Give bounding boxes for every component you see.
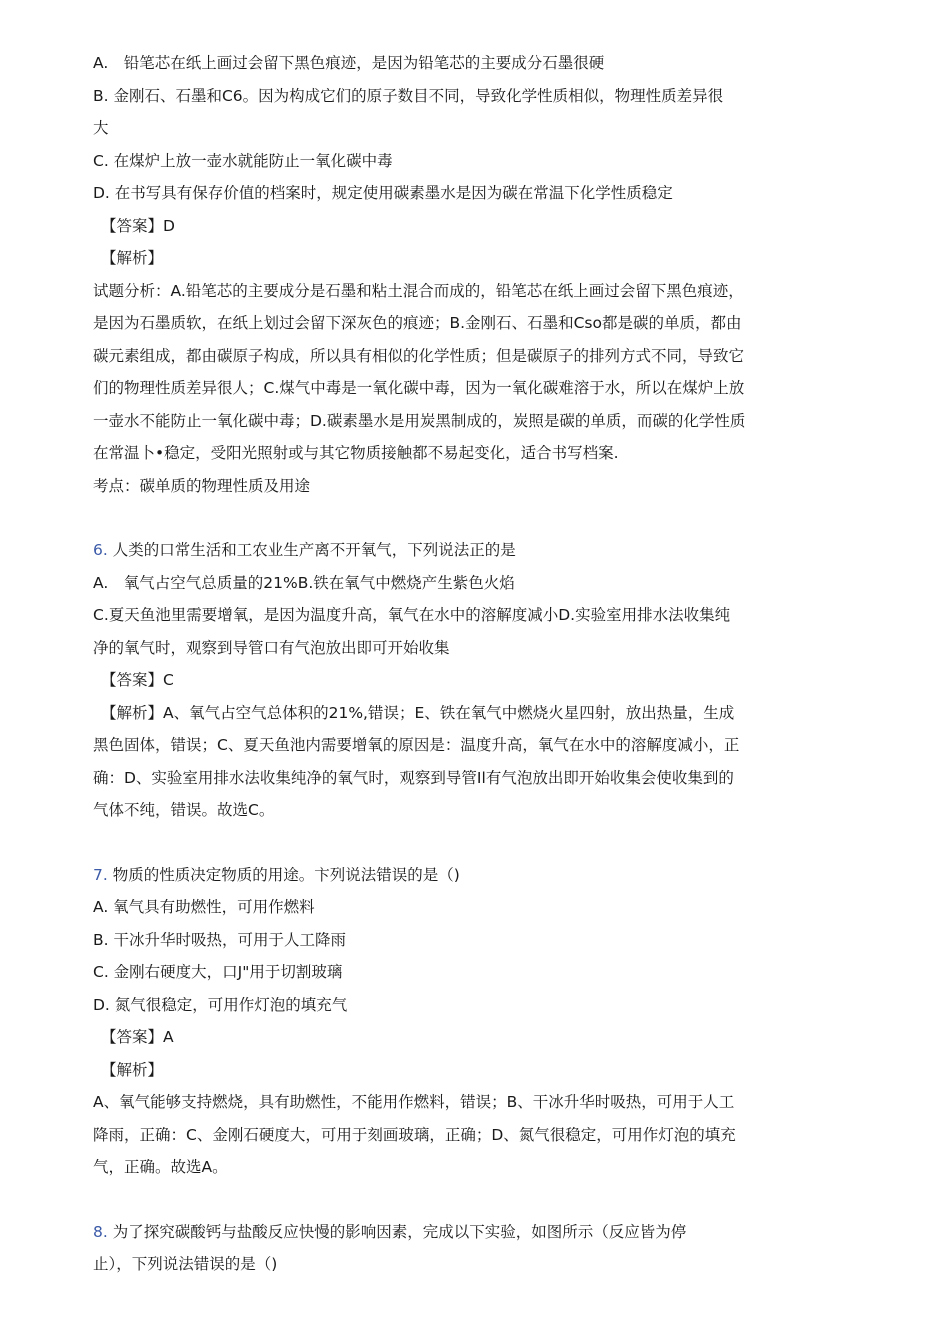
option-c: C. 金刚右硬度大，口J"用于切割玻璃 [93,963,343,981]
question-number: 6. [93,541,108,559]
analysis-label: 【解析】 [101,1060,164,1079]
analysis-line: 黑色固体，错误；C、夏天鱼池内需要增氧的原因是：温度升高，氧气在水中的溶解度减小，正 [93,736,740,754]
spacer [93,502,863,534]
option-line: C.夏天鱼池里需要增氧，是因为温度升高，氧气在水中的溶解度减小D.实验室用排水法收集纯 [93,606,731,624]
option-b: B. 金刚石、石墨和C6。因为构成它们的原子数目不同，导致化学性质相似，物理性质差异很 [93,86,724,105]
option-line: 净的氧气时，观察到导管口有气泡放出即可开始收集 [93,638,450,657]
analysis-line: A、氧气能够支持燃烧，具有助燃性，不能用作燃料，错误；B、干冰升华时吸热，可用于人工 [93,1093,735,1111]
question-6 [93,534,863,827]
question-7 [93,859,863,1184]
analysis-line: 们的物理性质差异很人；C.煤气中毒是一氧化碳中毒，因为一氧化碳难溶于水，所以在煤炉上放 [93,379,745,397]
analysis-line: 是因为石墨质软，在纸上划过会留下深灰色的痕迹；B.金刚石、石墨和Cso都是碳的单质，都由 [93,314,742,332]
question-number: 8. [93,1222,108,1241]
document-page [93,47,863,1281]
option-c: C. 在煤炉上放一壶水就能防止一氧化碳中毒 [93,151,393,170]
question-text: 为了探究碳酸钙与盐酸反应快慢的影响因素，完成以下实验，如图所示（反应皆为停 [112,1222,687,1241]
option-line: A. 氧气占空气总质量的21%B.铁在氧气中燃烧产生紫色火焰 [93,573,515,592]
question-text: 物质的性质决定物质的用途。卞列说法错误的是（) [112,865,460,884]
analysis-line: 【解析】A、氧气占空气总体积的21%,错误；E、铁在氧气中燃烧火星四射，放出热量，生成 [101,703,735,722]
option-a: A. 氧气具有助燃性，可用作燃料 [93,898,315,916]
analysis-line: 碳元素组成，都由碳原子构成，所以具有相似的化学性质；但是碳原子的排列方式不同，导致它 [93,346,745,365]
kaodian: 考点：碳单质的物理性质及用途 [93,476,311,495]
question-stem [93,859,863,892]
option-b-continued: 大 [93,119,109,137]
option-d: D. 在书写具有保存价值的档案时，规定使用碳素墨水是因为碳在常温下化学性质稳定 [93,184,673,202]
answer: 【答案】A [101,1028,174,1046]
analysis-line: 确：D、实验室用排水法收集纯净的氧气时，观察到导管Il有气泡放出即开始收集会使收集到的 [93,768,734,787]
option-a: A. 铅笔芯在纸上画过会留下黑色痕迹，是因为铅笔芯的主要成分石墨很硬 [93,54,605,72]
answer: 【答案】D [101,216,175,235]
question-stem [93,534,863,567]
analysis-line: 气，正确。故选A。 [93,1158,228,1176]
question-5 [93,47,863,502]
analysis-line: 降雨，正确：C、金刚石硬度大，可用于刻画玻璃，正确；D、氮气很稳定，可用作灯泡的填充 [93,1125,736,1144]
question-number: 7. [93,865,108,884]
question-text: 人类的口常生活和工农业生产离不开氧气，下列说法正的是 [112,541,516,559]
analysis-line: 试题分析：A.铅笔芯的主要成分是石墨和粘土混合而成的，铅笔芯在纸上画过会留下黑色痕迹， [93,281,744,300]
option-b: B. 干冰升华时吸热，可用于人工降雨 [93,930,346,949]
answer: 【答案】C [101,671,174,689]
question-text-continued: 止），下列说法错误的是（) [93,1255,278,1273]
question-stem [93,1216,863,1249]
spacer [93,827,863,859]
analysis-line: 一壶水不能防止一氧化碳中毒；D.碳素墨水是用炭黑制成的，炭照是碳的单质，而碳的化学性质 [93,411,746,430]
analysis-label: 【解析】 [101,249,164,267]
spacer [93,1184,863,1216]
option-d: D. 氮气很稳定，可用作灯泡的填充气 [93,995,348,1014]
analysis-line: 在常温卜•稳定，受阳光照射或与其它物质接触都不易起变化，适合书写档案. [93,444,619,462]
question-8 [93,1216,863,1281]
analysis-line: 气体不纯，错误。故选C。 [93,801,275,819]
